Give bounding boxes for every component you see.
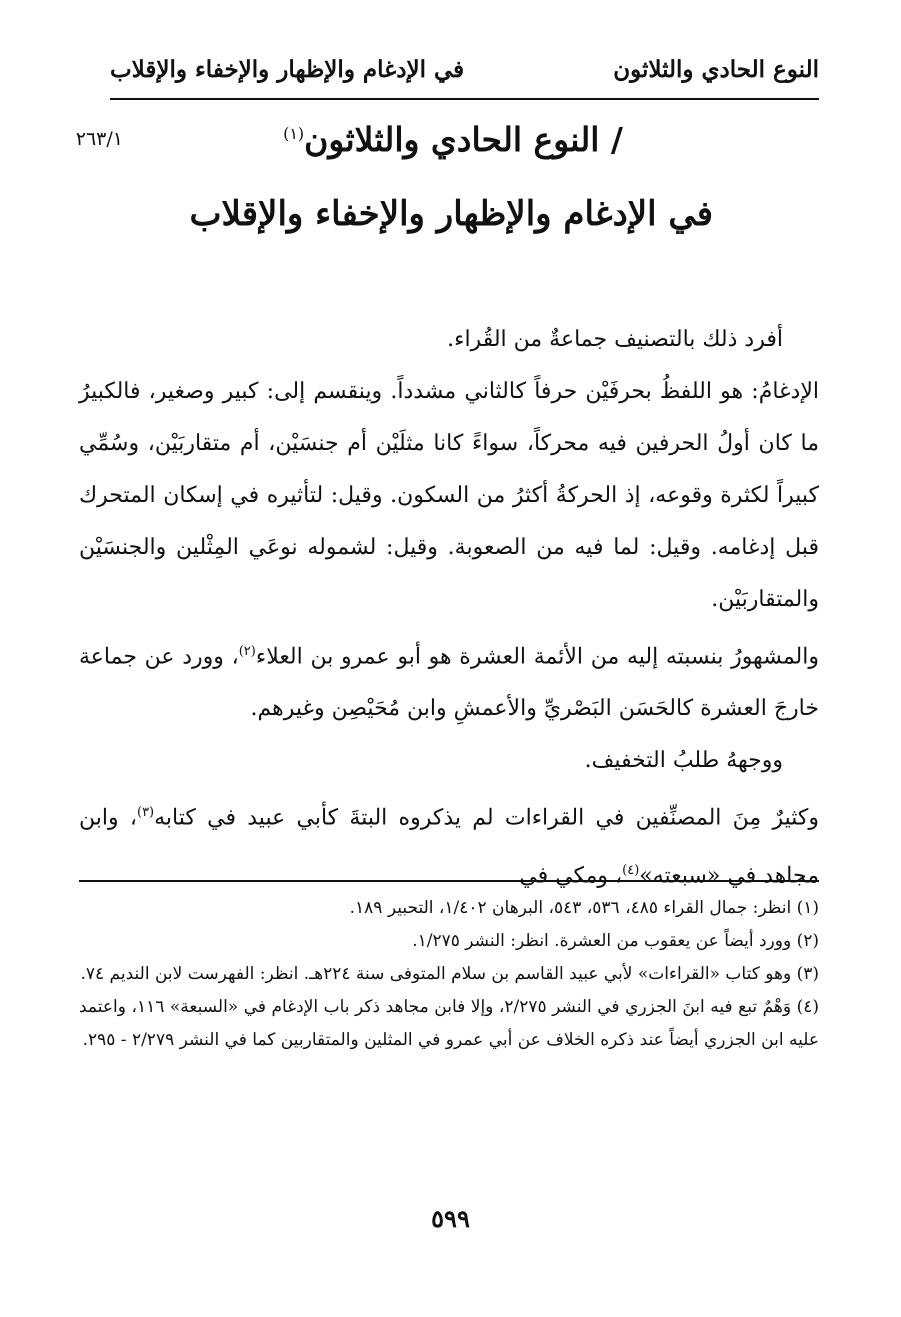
footnote-marker: (٤) <box>622 862 640 878</box>
paragraph-text: ، وابن مجاهد في «سبعته» <box>79 805 819 888</box>
chapter-title-text: / النوع الحادي والثلاثون <box>304 120 623 159</box>
header-chapter-title: النوع الحادي والثلاثون <box>613 56 819 83</box>
footnote: (٤) وَهْمٌ تبع فيه ابنَ الجزري في النشر ٢/٢٧٥، وإلا فابن مجاهد ذكر باب الإدغام في «السبعة» ١١٦، واعتمد عليه ابن الجزري أيضاً عند ذكره الخلاف عن أبي عمرو في المثلين والمتقاربين كما في النشر ٢/٢٧٩ - ٢٩٥. <box>79 997 819 1050</box>
footnote-marker: (٢) <box>238 644 256 659</box>
paragraph: أفرد ذلك بالتصنيف جماعةٌ من القُراء. <box>447 327 783 352</box>
footnote: (١) انظر: جمال القراء ٤٨٥، ٥٣٦، ٥٤٣، البرهان ١/٤٠٢، التحبير ١٨٩. <box>349 898 819 918</box>
chapter-subtitle: في الإدغام والإظهار والإخفاء والإقلاب <box>189 194 713 234</box>
header-section-title: في الإدغام والإظهار والإخفاء والإقلاب <box>110 56 465 83</box>
footnote-marker: (١) <box>283 124 305 143</box>
footnote: (٢) وورد أيضاً عن يعقوب من العشرة. انظر: النشر ١/٢٧٥. <box>412 931 819 951</box>
footnote-divider <box>79 880 819 882</box>
paragraph-text: وكثيرٌ مِنَ المصنِّفين في القراءات لم يذكروه البتةَ كأبي عبيد في كتابه <box>154 805 819 831</box>
margin-reference: ٢٦٣/١ <box>75 128 123 150</box>
paragraph-text: ، وورد عن جماعة خارجَ العشرة كالحَسَن البَصْريِّ والأعمشِ وابن مُحَيْصِن وغيرهم. <box>79 644 819 722</box>
page-number: ٥٩٩ <box>431 1204 470 1233</box>
paragraph: الإدغامُ: هو اللفظُ بحرفَيْن حرفاً كالثاني مشدداً. وينقسم إلى: كبير وصغير، فالكبيرُ ما كان أولُ الحرفين فيه محركاً، سواءً كانا مثلَيْن أم جنسَيْن، أم متقاربَيْن، وسُمِّي كبيراً لكثرة وقوعه، إذ الحركةُ أكثرُ من السكون. وقيل: لتأثيره في إسكان المتحرك قبل إدغامه. وقيل: لما فيه من الصعوبة. وقيل: لشموله نوعَي المِثْلين والجنسَيْن والمتقاربَيْن. <box>79 379 819 612</box>
main-text <box>79 314 819 902</box>
footnote-marker: (٣) <box>136 805 155 821</box>
running-header <box>110 48 819 100</box>
footnotes <box>79 892 819 1057</box>
paragraph: ووجههُ طلبُ التخفيف. <box>584 748 783 774</box>
paragraph-text: والمشهورُ بنسبته إليه من الأئمة العشرة هو أبو عمرو بن العلاء <box>255 644 819 670</box>
paragraph <box>79 626 819 735</box>
paragraph <box>79 787 819 902</box>
footnote: (٣) وهو كتاب «القراءات» لأبي عبيد القاسم بن سلام المتوفى سنة ٢٢٤هـ. انظر: الفهرست لابن النديم ٧٤. <box>80 964 819 984</box>
paragraph-text: ، ومكي في <box>519 862 623 888</box>
chapter-title <box>283 120 623 159</box>
